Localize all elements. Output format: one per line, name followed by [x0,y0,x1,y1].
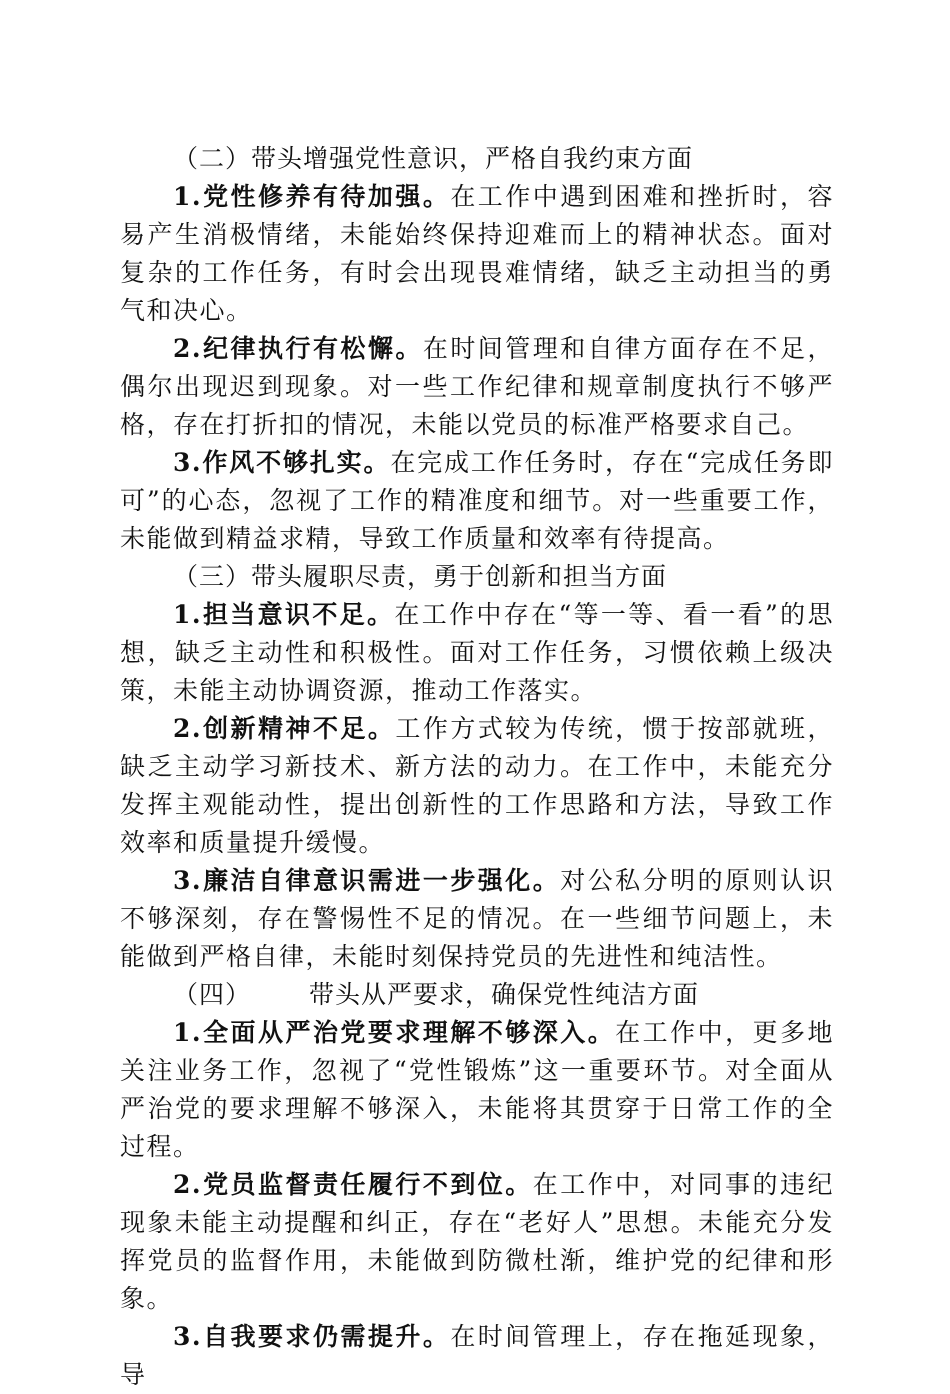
item-lead: 3.廉洁自律意识需进一步强化。 [173,866,561,895]
paragraph [120,330,834,444]
heading-text: 带头从严要求，确保党性纯洁方面 [309,980,700,1009]
item-body: 在完成工作任务时，存在“完成任务即可”的心态，忽视了工作的精准度和细节。对一些重要工作，未能做到精益求精，导致工作质量和效率有待提高。 [120,448,834,553]
document-page [120,140,834,1394]
item-body: 在时间管理上，存在拖延现象，导 [120,1322,834,1389]
section-heading-3: （三）带头履职尽责，勇于创新和担当方面 [173,562,668,591]
item-body: 在时间管理和自律方面存在不足，偶尔出现迟到现象。对一些工作纪律和规章制度执行不够严格，存在打折扣的情况，未能以党员的标准严格要求自己。 [120,334,834,439]
item-body: 在工作中遇到困难和挫折时，容易产生消极情绪，未能始终保持迎难而上的精神状态。面对复杂的工作任务，有时会出现畏难情绪，缺乏主动担当的勇气和决心。 [120,182,834,325]
item-body: 对公私分明的原则认识不够深刻，存在警惕性不足的情况。在一些细节问题上，未能做到严格自律，未能时刻保持党员的先进性和纯洁性。 [120,866,834,971]
paragraph [120,1318,834,1394]
paragraph [120,862,834,976]
section-heading-2: （二）带头增强党性意识，严格自我约束方面 [173,144,694,173]
item-body: 工作方式较为传统，惯于按部就班，缺乏主动学习新技术、新方法的动力。在工作中，未能充分发挥主观能动性，提出创新性的工作思路和方法，导致工作效率和质量提升缓慢。 [120,714,834,857]
paragraph [120,710,834,862]
item-lead: 1.党性修养有待加强。 [173,182,451,211]
paragraph [120,596,834,710]
paragraph [120,178,834,330]
item-body: 在工作中，更多地关注业务工作，忽视了“党性锻炼”这一重要环节。对全面从严治党的要求理解不够深入，未能将其贯穿于日常工作的全过程。 [120,1018,834,1161]
item-body: 在工作中存在“等一等、看一看”的思想，缺乏主动性和积极性。面对工作任务，习惯依赖上级决策，未能主动协调资源，推动工作落实。 [120,600,834,705]
item-lead: 1.全面从严治党要求理解不够深入。 [173,1018,616,1047]
item-lead: 2.党员监督责任履行不到位。 [173,1170,533,1199]
paragraph [120,444,834,558]
item-lead: 2.创新精神不足。 [173,714,396,743]
paragraph [120,1014,834,1166]
paragraph [120,1166,834,1318]
heading-prefix: （四） [173,980,252,1009]
item-lead: 3.作风不够扎实。 [173,448,391,477]
section-heading-4 [120,976,834,1014]
item-lead: 1.担当意识不足。 [173,600,395,629]
item-lead: 3.自我要求仍需提升。 [173,1322,451,1351]
item-body: 在工作中，对同事的违纪现象未能主动提醒和纠正，存在“老好人”思想。未能充分发挥党员的监督作用，未能做到防微杜渐，维护党的纪律和形象。 [120,1170,834,1313]
item-lead: 2.纪律执行有松懈。 [173,334,423,363]
